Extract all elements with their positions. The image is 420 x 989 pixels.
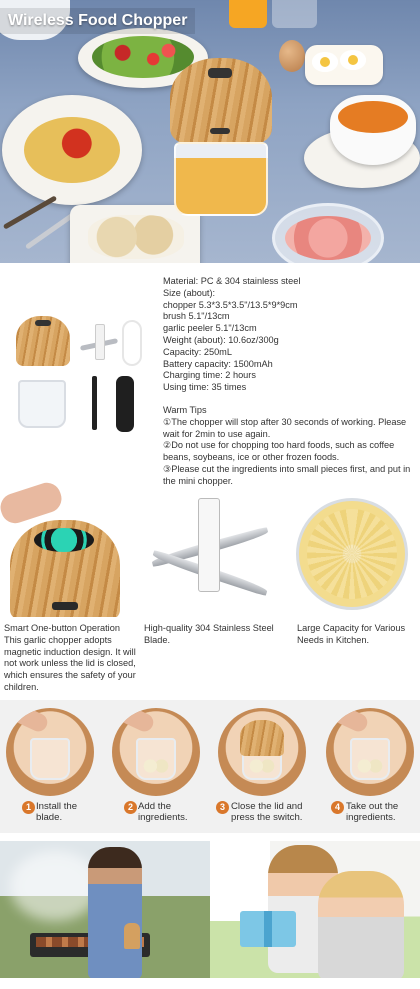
step-image-take-out	[326, 708, 414, 796]
step-image-close-lid	[218, 708, 306, 796]
blade-image	[80, 324, 118, 358]
specifications	[163, 276, 415, 488]
step-image-add-ingredients	[112, 708, 200, 796]
chopper-lid-image	[16, 316, 70, 366]
spec-line: garlic peeler 5.1"/13cm	[163, 323, 257, 334]
step-number-badge: 1	[22, 801, 35, 814]
usb-cable-image	[122, 320, 142, 366]
jar-image	[18, 380, 66, 428]
step-text: Add the ingredients.	[138, 801, 188, 823]
warm-tip: ②Do not use for chopping too hard foods, such as coffee beans, soybeans, ice or other frozen foods.	[163, 440, 395, 463]
brush-image	[92, 376, 97, 430]
spec-line: Capacity: 250mL	[163, 346, 232, 357]
warm-tip: ①The chopper will stop after 30 seconds of working. Please wait for 2min to use again.	[163, 416, 407, 439]
hero-title: Wireless Food Chopper	[0, 8, 195, 34]
water-glass-image	[272, 0, 317, 28]
hero-image	[0, 0, 420, 263]
bbq-lifestyle-photo	[0, 841, 210, 978]
usage-steps	[0, 700, 420, 833]
step-number-badge: 3	[216, 801, 229, 814]
spec-line: brush 5.1"/13cm	[163, 311, 230, 322]
step-number-badge: 4	[331, 801, 344, 814]
spec-line: Using time: 35 times	[163, 382, 247, 393]
step-image-install-blade	[6, 708, 94, 796]
package-contents-image	[10, 308, 158, 438]
soup-bowl-image	[330, 95, 416, 165]
spec-line: Material: PC & 304 stainless steel	[163, 276, 301, 286]
step-text: Take out the ingredients.	[346, 801, 399, 823]
minced-meat-bowl-image	[272, 203, 384, 263]
spec-line: Charging time: 2 hours	[163, 370, 256, 381]
egg-image	[279, 40, 305, 72]
juice-glass-image	[229, 0, 267, 28]
one-button-image	[0, 482, 135, 617]
knife-image	[3, 195, 57, 229]
spec-line: chopper 5.3*3.5*3.5"/13.5*9*9cm	[163, 299, 298, 310]
step-text: Install the blade.	[36, 801, 78, 823]
feature-text-one-button: Smart One-button Operation This garlic chopper adopts magnetic induction design. It will not work unless the lid is closed, which ensures the safety of your children.	[4, 623, 136, 692]
spec-line: Weight (about): 10.6oz/300g	[163, 334, 279, 345]
feature-text-blade: High-quality 304 Stainless Steel Blade.	[144, 623, 274, 645]
spec-line: Battery capacity: 1500mAh	[163, 358, 273, 369]
step-text: Close the lid and press the switch.	[231, 801, 303, 823]
warm-tips-title: Warm Tips	[163, 404, 207, 415]
steel-blade-image	[140, 482, 275, 617]
warm-tip: ③Please cut the ingredients into small pieces first, and put in the mini chopper.	[163, 463, 411, 486]
feature-text-capacity: Large Capacity for Various Needs in Kitchen.	[297, 623, 406, 645]
garlic-peeler-image	[116, 376, 134, 432]
chopper-product-image	[170, 58, 272, 216]
step-number-badge: 2	[124, 801, 137, 814]
spec-line: Size (about):	[163, 287, 216, 298]
gift-lifestyle-photo	[210, 841, 420, 978]
pasta-plate-image	[2, 95, 142, 205]
chopped-garlic-bowl-image	[290, 482, 420, 617]
